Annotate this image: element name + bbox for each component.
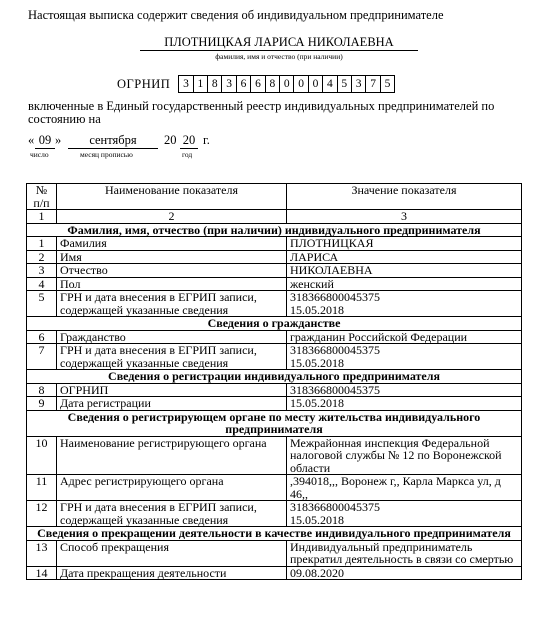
date-open-quote: «	[28, 133, 35, 147]
ogrnip-label: ОГРНИП	[117, 76, 171, 91]
ogrnip-digit: 6	[251, 76, 265, 92]
table-numbering-row	[27, 210, 522, 224]
indicator-value	[287, 566, 522, 580]
indicator-value	[287, 397, 522, 411]
row-number: 12	[27, 501, 57, 527]
value-date-line: 15.05.2018	[290, 355, 344, 370]
indicator-name: Дата прекращения деятельности	[57, 566, 287, 580]
table-row	[27, 264, 522, 278]
indicator-value	[287, 540, 522, 566]
indicator-value	[287, 475, 522, 501]
value-line: ПЛОТНИЦКАЯ	[290, 236, 374, 250]
value-line: ЛАРИСА	[290, 249, 339, 264]
section-header-row	[27, 527, 522, 541]
indicator-name: ГРН и дата внесения в ЕГРИП записи, содержащей указанные сведения	[57, 344, 287, 370]
indicator-name: ГРН и дата внесения в ЕГРИП записи, содержащей указанные сведения	[57, 501, 287, 527]
indicator-name: Наименование регистрирующего органа	[57, 436, 287, 475]
value-line: НИКОЛАЕВНА	[290, 263, 373, 277]
indicator-value	[287, 344, 522, 370]
ogrnip-digit: 5	[338, 76, 352, 92]
section-title: Сведения о прекращении деятельности в качестве индивидуального предпринимателя	[27, 527, 522, 541]
table-row	[27, 250, 522, 264]
included-text: включенные в Единый государственный реестр индивидуальных предпринимателей по состоянию на	[28, 99, 495, 126]
ogrnip-digit: 0	[309, 76, 323, 92]
ogrnip-digit: 5	[384, 78, 391, 90]
table-row	[27, 291, 522, 317]
row-number: 4	[27, 277, 57, 291]
value-line: 318366800045375	[290, 382, 380, 397]
section-header-row	[27, 410, 522, 436]
row-number: 11	[27, 475, 57, 501]
table-row	[27, 344, 522, 370]
row-number: 14	[27, 566, 57, 580]
ogrnip-digit: 3	[352, 76, 366, 92]
value-line: 09.08.2020	[290, 565, 344, 580]
table-row	[27, 540, 522, 566]
row-number: 6	[27, 330, 57, 344]
entrepreneur-name: ПЛОТНИЦКАЯ ЛАРИСА НИКОЛАЕВНА	[140, 35, 418, 51]
value-line: 318366800045375	[290, 500, 380, 514]
indicator-value	[287, 383, 522, 397]
value-line: 318366800045375	[290, 290, 380, 304]
section-title: Сведения о регистрации индивидуального предпринимателя	[27, 370, 522, 384]
indicator-value	[287, 237, 522, 251]
section-header-row	[27, 370, 522, 384]
indicator-name: ГРН и дата внесения в ЕГРИП записи, содержащей указанные сведения	[57, 291, 287, 317]
indicator-name: Способ прекращения	[57, 540, 287, 566]
date-year-suffix: 20	[180, 133, 198, 149]
ogrnip-field	[117, 74, 395, 94]
date-close-quote: »	[55, 133, 62, 147]
value-date-line: 15.05.2018	[290, 512, 344, 527]
value-line: женский	[290, 276, 334, 291]
year-caption: год	[182, 150, 193, 159]
ogrnip-digit: 8	[266, 76, 280, 92]
row-number: 10	[27, 436, 57, 475]
table-row	[27, 475, 522, 501]
ogrnip-digit: 6	[237, 76, 251, 92]
ogrnip-digit: 1	[194, 76, 208, 92]
row-number: 7	[27, 344, 57, 370]
value-line: ,394018,,, Воронеж г,, Карла Маркса ул, д 46,,	[290, 474, 501, 501]
ogrnip-digit: 3	[222, 76, 236, 92]
section-header-row	[27, 223, 522, 237]
row-number: 8	[27, 383, 57, 397]
ogrnip-digit: 3	[179, 76, 193, 92]
row-number: 13	[27, 540, 57, 566]
intro-text: Настоящая выписка содержит сведения об индивидуальном предпринимателе	[28, 8, 444, 22]
value-line: Межрайонная инспекция Федеральной налоговой службы № 12 по Воронежской области	[290, 435, 502, 475]
date-year-prefix: 20	[164, 133, 177, 147]
table-row	[27, 501, 522, 527]
extract-table	[26, 183, 522, 580]
table-row	[27, 330, 522, 344]
table-row	[27, 237, 522, 251]
ogrnip-digit: 8	[208, 76, 222, 92]
numbering-col-3: 3	[287, 210, 522, 224]
value-line: 15.05.2018	[290, 396, 344, 410]
table-row	[27, 383, 522, 397]
name-caption: фамилия, имя и отчество (при наличии)	[215, 52, 343, 61]
value-line: 318366800045375	[290, 343, 380, 357]
row-number: 1	[27, 237, 57, 251]
ogrnip-digit: 4	[323, 76, 337, 92]
section-title: Фамилия, имя, отчество (при наличии) индивидуального предпринимателя	[27, 223, 522, 237]
indicator-value	[287, 264, 522, 278]
header-indicator: Наименование показателя	[57, 184, 287, 210]
ogrnip-digit: 7	[366, 76, 380, 92]
header-number: № п/п	[27, 184, 57, 210]
row-number: 5	[27, 291, 57, 317]
date-day: 09	[35, 133, 55, 149]
indicator-value	[287, 436, 522, 475]
table-header-row	[27, 184, 522, 210]
day-caption: число	[30, 150, 49, 159]
month-caption: месяц прописью	[80, 150, 133, 159]
indicator-name: Фамилия	[57, 237, 287, 251]
section-title: Сведения о гражданстве	[27, 317, 522, 331]
indicator-name: Отчество	[57, 264, 287, 278]
indicator-name: Имя	[57, 250, 287, 264]
value-date-line: 15.05.2018	[290, 302, 344, 317]
header-value: Значение показателя	[287, 184, 522, 210]
table-row	[27, 436, 522, 475]
indicator-value	[287, 330, 522, 344]
table-row	[27, 397, 522, 411]
value-line: гражданин Российской Федерации	[290, 329, 468, 344]
indicator-name: Гражданство	[57, 330, 287, 344]
indicator-name: ОГРНИП	[57, 383, 287, 397]
numbering-col-2: 2	[57, 210, 287, 224]
section-title: Сведения о регистрирующем органе по месту жительства индивидуального предпринимателя	[27, 410, 522, 436]
ogrnip-digit-boxes	[178, 75, 395, 93]
section-header-row	[27, 317, 522, 331]
indicator-value	[287, 291, 522, 317]
row-number: 2	[27, 250, 57, 264]
numbering-col-1: 1	[27, 210, 57, 224]
date-month: сентября	[68, 133, 158, 149]
table-row	[27, 277, 522, 291]
indicator-name: Адрес регистрирующего органа	[57, 475, 287, 501]
ogrnip-digit: 0	[294, 76, 308, 92]
indicator-value	[287, 250, 522, 264]
indicator-name: Дата регистрации	[57, 397, 287, 411]
indicator-value	[287, 277, 522, 291]
value-line: Индивидуальный предприниматель прекратил деятельность в связи со смертью	[290, 539, 514, 566]
indicator-value	[287, 501, 522, 527]
indicator-name: Пол	[57, 277, 287, 291]
date-year-abbr: г.	[203, 133, 210, 147]
ogrnip-digit: 0	[280, 76, 294, 92]
row-number: 9	[27, 397, 57, 411]
row-number: 3	[27, 264, 57, 278]
table-row	[27, 566, 522, 580]
